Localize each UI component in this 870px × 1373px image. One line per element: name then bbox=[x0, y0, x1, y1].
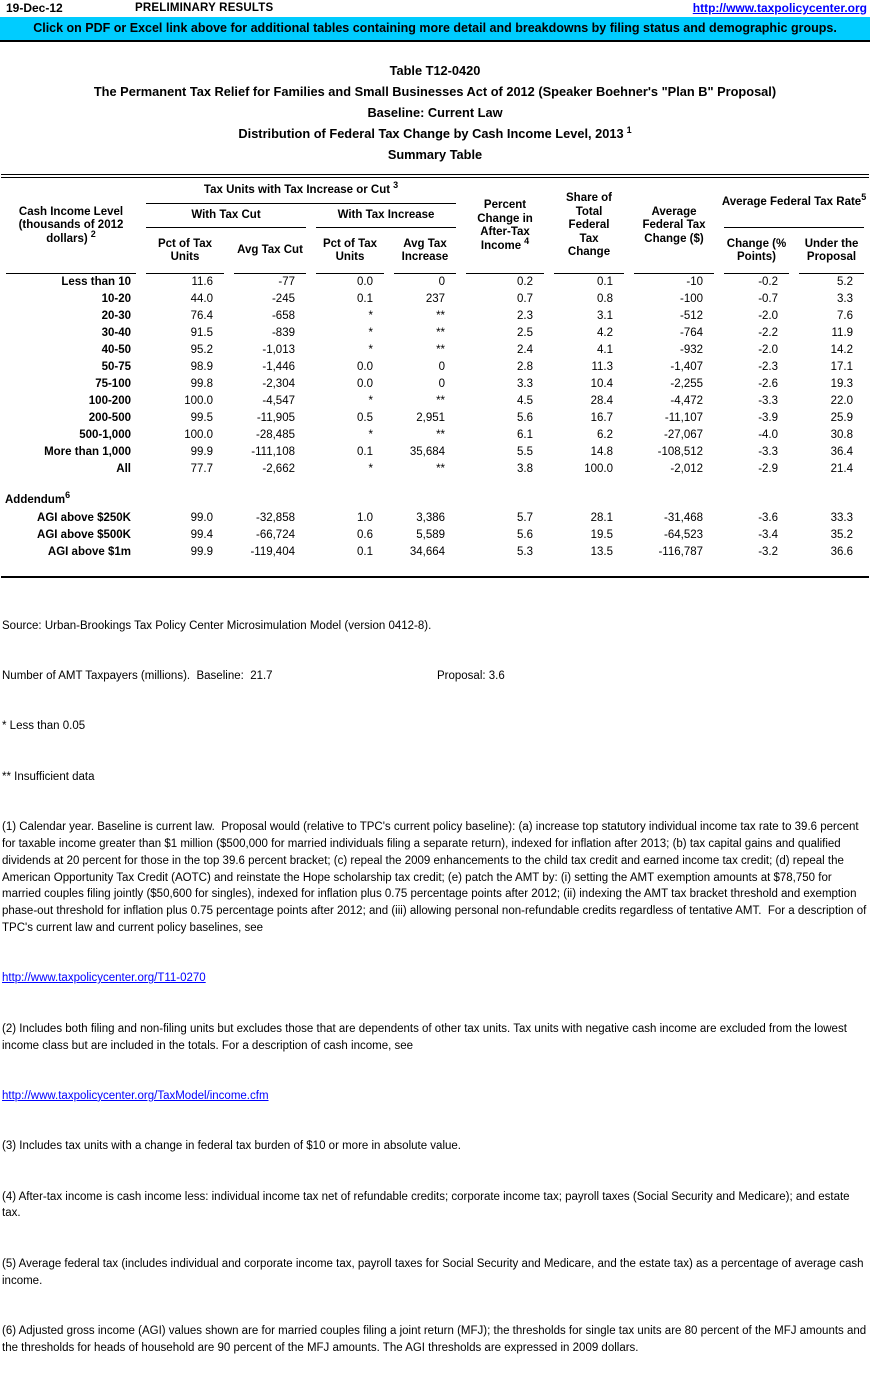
distribution-subtitle: Distribution of Federal Tax Change by Cash Income Level, 2013 $^1$ bbox=[238, 124, 632, 141]
table-row bbox=[1, 274, 869, 291]
cell: -111,108 bbox=[251, 446, 295, 458]
footnote-ref: 1 bbox=[626, 124, 632, 135]
cell: 35.2 bbox=[830, 529, 854, 541]
cell: -2,662 bbox=[262, 463, 295, 475]
col-header-avg-federal-tax-change: Average Federal Tax Change ($) bbox=[629, 176, 719, 274]
cell: 5,589 bbox=[416, 529, 446, 541]
cell: -1,407 bbox=[670, 361, 704, 373]
footnote-ref: 5 bbox=[861, 192, 867, 203]
cell: 2.5 bbox=[517, 327, 534, 339]
cell: -4.0 bbox=[758, 429, 779, 441]
group-header-with-tax-cut: With Tax Cut bbox=[141, 204, 311, 228]
cell: ** bbox=[436, 310, 446, 322]
cell: 3,386 bbox=[416, 512, 446, 524]
cell: -2.2 bbox=[758, 327, 779, 339]
taxpolicycenter-link[interactable]: http://www.taxpolicycenter.org bbox=[692, 1, 867, 15]
cell: ** bbox=[436, 429, 446, 441]
cell: 2.8 bbox=[517, 361, 534, 373]
cell: 5.6 bbox=[517, 412, 534, 424]
cell: -32,858 bbox=[255, 512, 295, 524]
row-label: 200-500 bbox=[88, 412, 131, 424]
cell: 3.1 bbox=[597, 310, 614, 322]
cell: -764 bbox=[679, 327, 704, 339]
cell: 19.3 bbox=[830, 378, 854, 390]
cell: 77.7 bbox=[190, 463, 213, 475]
cell: 100.0 bbox=[184, 429, 213, 441]
col-header-change-points: Change (% Points) bbox=[719, 228, 794, 274]
table-number: Table T12-0420 bbox=[389, 63, 481, 78]
cell: 0.0 bbox=[357, 378, 373, 390]
cell: -100 bbox=[679, 293, 704, 305]
cell: 36.6 bbox=[830, 546, 854, 558]
cell: -0.7 bbox=[758, 293, 779, 305]
cell: 0.2 bbox=[517, 276, 534, 288]
cell: 13.5 bbox=[590, 546, 614, 558]
cell: * bbox=[368, 395, 373, 407]
row-label: 500-1,000 bbox=[79, 429, 131, 441]
cell: 0.6 bbox=[357, 529, 373, 541]
row-label: More than 1,000 bbox=[44, 446, 131, 458]
col-header-avg-tax-increase: Avg Tax Increase bbox=[389, 228, 461, 274]
table-title: The Permanent Tax Relief for Families and Small Businesses Act of 2012 (Speaker Boehner's "Plan B" Proposal) bbox=[93, 84, 777, 99]
cell: 10.4 bbox=[590, 378, 614, 390]
cell: 2,951 bbox=[416, 412, 446, 424]
cell: 3.3 bbox=[837, 293, 854, 305]
footnote-ref: 2 bbox=[90, 228, 96, 239]
pad-row bbox=[1, 561, 869, 577]
cell: 5.6 bbox=[517, 529, 534, 541]
double-star-note: ** Insufficient data bbox=[2, 770, 95, 783]
col-header-under-proposal: Under the Proposal bbox=[794, 228, 869, 274]
report-date: 19-Dec-12 bbox=[6, 1, 63, 15]
cell: 0 bbox=[438, 361, 446, 373]
row-label: 50-75 bbox=[101, 361, 131, 373]
table-row bbox=[1, 342, 869, 359]
cell: -11,107 bbox=[664, 412, 704, 424]
cell: 0.0 bbox=[357, 276, 373, 288]
cell: ** bbox=[436, 344, 446, 356]
table-row bbox=[1, 325, 869, 342]
footnote-4: (4) After-tax income is cash income less: individual income tax net of refundable credits; corporate income tax; payroll taxes (Social Security and Medicare); and estate tax. bbox=[2, 1190, 853, 1220]
cell: 5.3 bbox=[517, 546, 534, 558]
cell: -245 bbox=[271, 293, 295, 305]
table-row bbox=[1, 510, 869, 527]
baseline-subtitle: Baseline: Current Law bbox=[367, 105, 503, 120]
row-label: AGI above $250K bbox=[37, 512, 131, 524]
cell: ** bbox=[436, 327, 446, 339]
cell: -4,547 bbox=[262, 395, 295, 407]
cell: 0.1 bbox=[357, 546, 373, 558]
cell: -4,472 bbox=[670, 395, 704, 407]
cell: 14.2 bbox=[830, 344, 854, 356]
cell: -1,013 bbox=[262, 344, 295, 356]
info-banner: Click on PDF or Excel link above for additional tables containing more detail and breakdowns by filing status and demographic groups. bbox=[0, 17, 870, 42]
cell: 5.5 bbox=[517, 446, 534, 458]
cell: 1.0 bbox=[357, 512, 373, 524]
cell: 4.1 bbox=[597, 344, 614, 356]
cell: 76.4 bbox=[190, 310, 213, 322]
cell: 0.1 bbox=[357, 446, 373, 458]
cell: 35,684 bbox=[409, 446, 446, 458]
footnote-3: (3) Includes tax units with a change in federal tax burden of $10 or more in absolute value. bbox=[2, 1140, 461, 1153]
cell: 99.8 bbox=[190, 378, 213, 390]
cell: -512 bbox=[679, 310, 704, 322]
footnote-1: (1) Calendar year. Baseline is current law. Proposal would (relative to TPC's current policy baseline): (a) increase top statutory individual income tax rate to 39.6 percent for taxable income greater than $1 million ($500,000 for married individuals filing a separate return), indexed for inflation after 2013; (b) tax capital gains and qualified dividends at 20 percent for those in the top 39.6 percent bracket; (c) repeal the 2009 enhancements to the child tax credit and earned income tax credit; (d) repeal the American Opportunity Tax Credit (AOTC) and reinstate the Hope scholarship tax credit; (e) patch the AMT by: (i) setting the AMT exemption amounts at $78,750 for married couples filing jointly ($50,600 for singles), indexed for inflation plus 0.75 percentage points after 2012; (ii) indexing the AMT tax bracket threshold and exemption phase-out threshold for inflation plus 0.75 percentage points after 2012; and (iii) allowing personal non-refundable credits regardless of tentative AMT. For a description of TPC's current law and current policy baselines, see bbox=[2, 821, 870, 934]
cell: 0.1 bbox=[357, 293, 373, 305]
cell: -2,255 bbox=[670, 378, 704, 390]
col-header-share-total-change: Share of Total Federal Tax Change bbox=[549, 176, 629, 274]
row-label: 10-20 bbox=[101, 293, 131, 305]
cell: -1,446 bbox=[262, 361, 295, 373]
addendum-header-row bbox=[1, 491, 869, 510]
cell: 34,664 bbox=[409, 546, 446, 558]
col-header-avg-tax-cut: Avg Tax Cut bbox=[229, 228, 311, 274]
table-row bbox=[1, 308, 869, 325]
cell: -10 bbox=[686, 276, 704, 288]
cell: -64,523 bbox=[664, 529, 704, 541]
cell: 11.9 bbox=[831, 327, 854, 339]
cell: 3.3 bbox=[517, 378, 534, 390]
footnotes bbox=[0, 584, 870, 1373]
cell: 0.1 bbox=[597, 276, 614, 288]
cell: 7.6 bbox=[837, 310, 854, 322]
distribution-table bbox=[1, 174, 869, 578]
cell: -2.6 bbox=[758, 378, 779, 390]
row-label: 75-100 bbox=[95, 378, 131, 390]
cell: -2.9 bbox=[758, 463, 779, 475]
table-row bbox=[1, 461, 869, 478]
cell: 0.5 bbox=[357, 412, 373, 424]
table-body bbox=[1, 274, 869, 577]
cell: 100.0 bbox=[184, 395, 213, 407]
summary-table-label: Summary Table bbox=[387, 147, 483, 162]
cell: 237 bbox=[425, 293, 446, 305]
cell: 0.0 bbox=[357, 361, 373, 373]
cell: 0.7 bbox=[517, 293, 534, 305]
col-header-pct-units-increase: Pct of Tax Units bbox=[311, 228, 389, 274]
cell: 2.4 bbox=[517, 344, 534, 356]
cell: 22.0 bbox=[830, 395, 854, 407]
table-row bbox=[1, 544, 869, 561]
cell: 0 bbox=[438, 378, 446, 390]
cell: -0.2 bbox=[758, 276, 779, 288]
cell: -116,787 bbox=[658, 546, 704, 558]
cell: -119,404 bbox=[250, 546, 295, 558]
table-row bbox=[1, 376, 869, 393]
table-row bbox=[1, 444, 869, 461]
cell: -27,067 bbox=[664, 429, 704, 441]
cell: 95.2 bbox=[190, 344, 213, 356]
table-row bbox=[1, 427, 869, 444]
cell: -658 bbox=[271, 310, 295, 322]
cell: -77 bbox=[278, 276, 295, 288]
cell: 11.6 bbox=[191, 276, 213, 288]
row-label: 20-30 bbox=[101, 310, 131, 322]
cell: 99.5 bbox=[190, 412, 213, 424]
cell: -2.0 bbox=[758, 310, 779, 322]
row-label: AGI above $500K bbox=[37, 529, 131, 541]
group-header-tax-units: Tax Units with Tax Increase or Cut $^3$ bbox=[141, 176, 461, 204]
amt-taxpayers-note: Number of AMT Taxpayers (millions). Baseline: 21.7 Proposal: 3.6 bbox=[2, 668, 867, 685]
cell: -3.6 bbox=[758, 512, 779, 524]
cell: -3.3 bbox=[758, 395, 779, 407]
col-header-pct-units-cut: Pct of Tax Units bbox=[141, 228, 229, 274]
row-label: 100-200 bbox=[88, 395, 131, 407]
amt-proposal-value: Proposal: 3.6 bbox=[437, 669, 505, 682]
cell: * bbox=[368, 429, 373, 441]
cell: ** bbox=[436, 395, 446, 407]
cell: 6.2 bbox=[597, 429, 614, 441]
cell: 0 bbox=[438, 276, 446, 288]
spacer-row bbox=[1, 478, 869, 491]
cell: 4.2 bbox=[597, 327, 614, 339]
cell: -3.4 bbox=[758, 529, 779, 541]
cell: -31,468 bbox=[664, 512, 704, 524]
cell: -3.9 bbox=[758, 412, 779, 424]
cell: 28.1 bbox=[590, 512, 614, 524]
group-header-with-tax-increase: With Tax Increase bbox=[311, 204, 461, 228]
cell: 0.8 bbox=[597, 293, 614, 305]
col-header-cash-income-level: Cash Income Level (thousands of 2012 dollars) $^2$ bbox=[1, 176, 141, 274]
cell: 17.1 bbox=[830, 361, 854, 373]
cell: -2,304 bbox=[262, 378, 295, 390]
cell: 33.3 bbox=[830, 512, 854, 524]
cell: -66,724 bbox=[255, 529, 295, 541]
cell: * bbox=[368, 327, 373, 339]
cell: 11.3 bbox=[591, 361, 614, 373]
cell: -2,012 bbox=[670, 463, 704, 475]
cell: 25.9 bbox=[830, 412, 854, 424]
cell: -839 bbox=[271, 327, 295, 339]
cell: 30.8 bbox=[830, 429, 854, 441]
table-row bbox=[1, 359, 869, 376]
cell: 14.8 bbox=[590, 446, 614, 458]
footnote-ref: 4 bbox=[524, 235, 530, 246]
footnote-ref: 3 bbox=[393, 180, 399, 191]
table-row bbox=[1, 291, 869, 308]
star-note: * Less than 0.05 bbox=[2, 720, 86, 733]
footnote-1-link[interactable]: http://www.taxpolicycenter.org/T11-0270 bbox=[2, 972, 206, 985]
cell: 21.4 bbox=[830, 463, 854, 475]
cell: 100.0 bbox=[584, 463, 614, 475]
col-header-pct-change-after-tax-income: Percent Change in After-Tax Income $^4$ bbox=[461, 176, 549, 274]
table-row bbox=[1, 410, 869, 427]
footnote-5: (5) Average federal tax (includes individual and corporate income tax, payroll taxes for Social Security and Medicare, and the estate tax) as a percentage of average cash income. bbox=[2, 1257, 867, 1287]
group-header-avg-federal-tax-rate: Average Federal Tax Rate$^5$ bbox=[719, 176, 869, 228]
cell: * bbox=[368, 463, 373, 475]
cell: 99.0 bbox=[190, 512, 213, 524]
cell: -932 bbox=[679, 344, 704, 356]
cell: 2.3 bbox=[517, 310, 534, 322]
cell: ** bbox=[436, 463, 446, 475]
table-row bbox=[1, 393, 869, 410]
cell: 5.2 bbox=[837, 276, 854, 288]
footnote-2-link[interactable]: http://www.taxpolicycenter.org/TaxModel/income.cfm bbox=[2, 1089, 269, 1102]
cell: -2.0 bbox=[758, 344, 779, 356]
footnote-6: (6) Adjusted gross income (AGI) values shown are for married couples filing a joint return (MFJ); the thresholds for single tax units are 80 percent of the MFJ amounts and the thresholds for heads of household are 90 percent of the MFJ amounts. The AGI thresholds are expressed in 2009 dollars. bbox=[2, 1325, 870, 1354]
cell: -11,905 bbox=[256, 412, 295, 424]
cell: 28.4 bbox=[590, 395, 614, 407]
cell: * bbox=[368, 344, 373, 356]
title-block bbox=[0, 60, 870, 165]
top-bar bbox=[0, 0, 870, 17]
cell: -28,485 bbox=[255, 429, 295, 441]
footnote-ref: 6 bbox=[65, 490, 71, 501]
addendum-label: Addendum$^6$ bbox=[5, 490, 71, 506]
cell: 4.5 bbox=[517, 395, 534, 407]
footnote-2: (2) Includes both filing and non-filing units but excludes those that are dependents of other tax units. Tax units with negative cash income are excluded from the lowest income class but are included in the totals. For a description of cash income, see bbox=[2, 1022, 851, 1052]
row-label: All bbox=[116, 463, 131, 475]
cell: -2.3 bbox=[758, 361, 779, 373]
cell: 36.4 bbox=[830, 446, 854, 458]
cell: 5.7 bbox=[517, 512, 534, 524]
cell: -3.2 bbox=[758, 546, 779, 558]
cell: 16.7 bbox=[590, 412, 614, 424]
cell: -3.3 bbox=[758, 446, 779, 458]
table-row bbox=[1, 527, 869, 544]
row-label: AGI above $1m bbox=[47, 546, 131, 558]
cell: 99.4 bbox=[190, 529, 213, 541]
cell: * bbox=[368, 310, 373, 322]
cell: 99.9 bbox=[190, 446, 213, 458]
cell: 91.5 bbox=[190, 327, 213, 339]
cell: 98.9 bbox=[190, 361, 213, 373]
cell: -108,512 bbox=[657, 446, 704, 458]
row-label: 40-50 bbox=[101, 344, 131, 356]
row-label: Less than 10 bbox=[61, 276, 131, 288]
cell: 6.1 bbox=[517, 429, 534, 441]
preliminary-results-label: PRELIMINARY RESULTS bbox=[135, 2, 274, 14]
row-label: 30-40 bbox=[101, 327, 131, 339]
cell: 44.0 bbox=[190, 293, 213, 305]
table-header bbox=[1, 176, 869, 274]
source-note: Source: Urban-Brookings Tax Policy Center Microsimulation Model (version 0412-8). bbox=[2, 619, 432, 632]
cell: 99.9 bbox=[190, 546, 213, 558]
cell: 19.5 bbox=[590, 529, 614, 541]
cell: 3.8 bbox=[517, 463, 534, 475]
